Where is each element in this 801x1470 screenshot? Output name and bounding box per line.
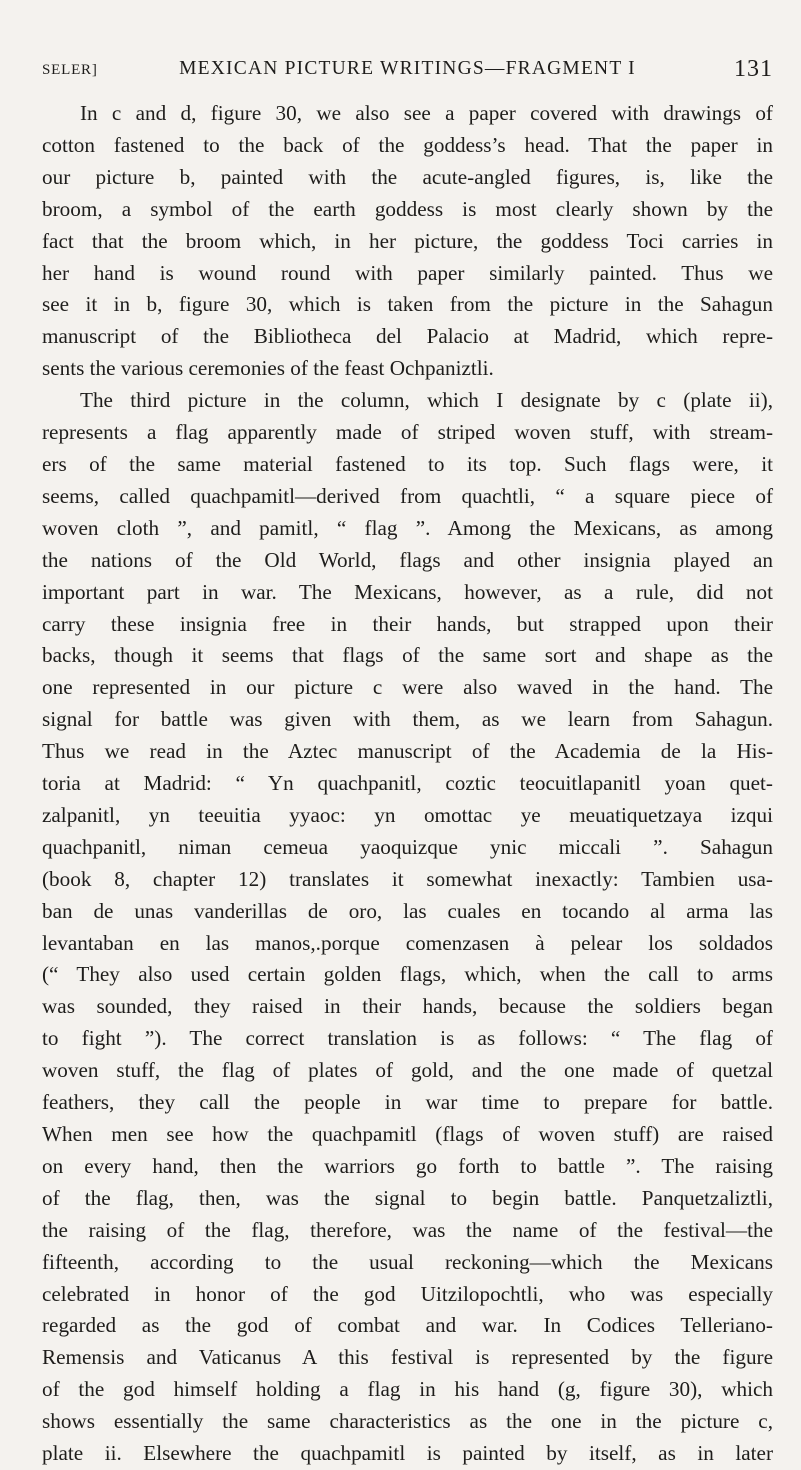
text-line: seems, called quachpamitl—derived from quachtli, “ a square piece of: [42, 483, 773, 508]
text-line: signal for battle was given with them, as we learn from Sahagun.: [42, 707, 773, 732]
text-line: ers of the same material fastened to its top. Such flags were, it: [42, 451, 773, 476]
page-header-title: MEXICAN PICTURE WRITINGS—FRAGMENT I: [179, 58, 636, 79]
text-line: manuscript of the Bibliotheca del Palacio at Madrid, which repre-: [42, 324, 773, 349]
text-line: Thus we read in the Aztec manuscript of the Academia de la His-: [42, 739, 773, 764]
text-line: (“ They also used certain golden flags, which, when the call to arms: [42, 962, 773, 987]
text-line: of the flag, then, was the signal to begin battle. Panquetzaliztli,: [42, 1185, 773, 1210]
text-line: sents the various ceremonies of the feast Ochpaniztli.: [42, 356, 494, 381]
page-number: 131: [734, 56, 773, 82]
text-line: fifteenth, according to the usual reckoning—which the Mexicans: [42, 1249, 773, 1274]
text-line: her hand is wound round with paper similarly painted. Thus we: [42, 260, 773, 285]
text-line: fact that the broom which, in her picture, the goddess Toci carries in: [42, 228, 773, 253]
text-line: the raising of the flag, therefore, was the name of the festival—the: [42, 1217, 773, 1242]
text-line: levantaban en las manos,.porque comenzasen à pelear los soldados: [42, 930, 773, 955]
text-line: of the god himself holding a flag in his hand (g, figure 30), which: [42, 1377, 773, 1402]
author-header: SELER]: [42, 62, 98, 78]
text-line: In c and d, figure 30, we also see a paper covered with drawings of: [80, 101, 773, 125]
text-line: our picture b, painted with the acute-angled figures, is, like the: [42, 164, 773, 189]
text-line: on every hand, then the warriors go forth to battle ”. The raising: [42, 1153, 773, 1178]
text-line: toria at Madrid: “ Yn quachpanitl, coztic teocuitlapanitl yoan quet-: [42, 771, 773, 796]
text-line: see it in b, figure 30, which is taken from the picture in the Sahagun: [42, 292, 773, 317]
text-line: (book 8, chapter 12) translates it somewhat inexactly: Tambien usa-: [42, 866, 773, 891]
text-line: shows essentially the same characteristics as the one in the picture c,: [42, 1409, 773, 1434]
text-line: cotton fastened to the back of the goddess’s head. That the paper in: [42, 132, 773, 157]
text-line: celebrated in honor of the god Uitzilopochtli, who was especially: [42, 1281, 773, 1306]
text-line: When men see how the quachpamitl (flags of woven stuff) are raised: [42, 1122, 773, 1146]
body-text: [42, 98, 773, 1470]
text-line: important part in war. The Mexicans, however, as a rule, did not: [42, 579, 773, 604]
book-page: [42, 56, 773, 1470]
text-line: Remensis and Vaticanus A this festival is represented by the figure: [42, 1345, 773, 1370]
text-line: to fight ”). The correct translation is as follows: “ The flag of: [42, 1026, 773, 1051]
text-line: was sounded, they raised in their hands, because the soldiers began: [42, 994, 773, 1019]
text-line: broom, a symbol of the earth goddess is most clearly shown by the: [42, 196, 773, 221]
text-line: quachpanitl, niman cemeua yaoquizque ynic miccali ”. Sahagun: [42, 834, 773, 859]
text-line: plate ii. Elsewhere the quachpamitl is painted by itself, as in later: [42, 1441, 773, 1466]
text-line: carry these insignia free in their hands, but strapped upon their: [42, 611, 773, 636]
text-line: feathers, they call the people in war time to prepare for battle.: [42, 1090, 773, 1115]
text-line: represents a flag apparently made of striped woven stuff, with stream-: [42, 420, 773, 445]
text-line: ban de unas vanderillas de oro, las cuales en tocando al arma las: [42, 898, 773, 923]
text-line: The third picture in the column, which I designate by c (plate ii),: [80, 388, 773, 413]
text-line: zalpanitl, yn teeuitia yyaoc: yn omottac ye meuatiquetzaya izqui: [42, 802, 773, 827]
text-line: backs, though it seems that flags of the same sort and shape as the: [42, 643, 773, 668]
text-line: regarded as the god of combat and war. In Codices Telleriano-: [42, 1313, 773, 1338]
text-line: woven cloth ”, and pamitl, “ flag ”. Among the Mexicans, as among: [42, 515, 773, 540]
text-line: one represented in our picture c were also waved in the hand. The: [42, 675, 773, 700]
text-line: the nations of the Old World, flags and other insignia played an: [42, 547, 773, 572]
running-head: [42, 56, 773, 90]
text-line: woven stuff, the flag of plates of gold, and the one made of quetzal: [42, 1058, 773, 1083]
